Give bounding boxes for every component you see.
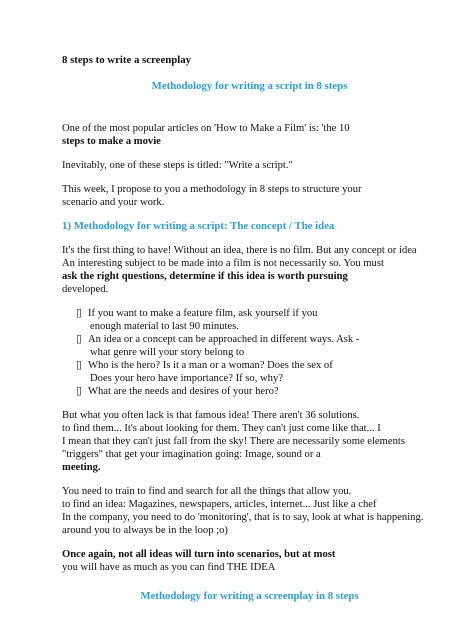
- section-1-heading: 1) Methodology for writing a script: The concept / The idea: [62, 220, 335, 232]
- train-line-3: In the company, you need to do 'monitoring', that is to say, look at what is happening.: [62, 512, 424, 523]
- idea-line-4: "triggers" that get your imagination going: Image, sound or a: [62, 449, 321, 460]
- question-list: [62, 307, 437, 398]
- bullet-icon: ▯: [76, 308, 82, 319]
- intro-line-2: steps to make a movie: [62, 136, 161, 147]
- list-item: ▯ Who is the hero? Is it a man or a woman? Does the sex of Does your hero have importance? If so, why?: [76, 360, 333, 384]
- this-week-line-1: This week, I propose to you a methodology in 8 steps to structure your: [62, 184, 362, 195]
- list-item: ▯ What are the needs and desires of your hero?: [76, 386, 279, 397]
- bullet-icon: ▯: [76, 334, 82, 345]
- train-line-4: around you to always be in the loop ;o): [62, 525, 228, 536]
- intro-line-1: One of the most popular articles on 'How to Make a Film' is: 'the 10: [62, 123, 350, 134]
- bullet-icon: ▯: [76, 360, 82, 371]
- bullet-icon: ▯: [76, 386, 82, 397]
- this-week-line-2: scenario and your work.: [62, 197, 165, 208]
- first-thing-line-4: developed.: [62, 284, 109, 295]
- train-line-1: You need to train to find and search for all the things that allow you.: [62, 486, 352, 497]
- idea-line-2: to find them... It's about looking for them. They can't just come like that... I: [62, 423, 381, 434]
- idea-line-5: meeting.: [62, 462, 101, 473]
- top-heading: Methodology for writing a script in 8 steps: [151, 80, 348, 92]
- bottom-heading: Methodology for writing a screenplay in 8 steps: [140, 590, 359, 602]
- inevitably-paragraph: Inevitably, one of these steps is titled: "Write a script.": [62, 160, 293, 171]
- idea-line-1: But what you often lack is that famous idea! There aren't 36 solutions.: [62, 410, 360, 421]
- closing-line-2: you will have as much as you can find THE IDEA: [62, 562, 276, 573]
- first-thing-line-1: It's the first thing to have! Without an idea, there is no film. But any concept or idea: [62, 245, 417, 256]
- first-thing-line-2: An interesting subject to be made into a film is not necessarily so. You must: [62, 258, 384, 269]
- list-item: ▯ If you want to make a feature film, ask yourself if you enough material to last 90 minutes.: [76, 308, 318, 332]
- closing-line-1: Once again, not all ideas will turn into scenarios, but at most: [62, 549, 336, 560]
- first-thing-line-3: ask the right questions, determine if this idea is worth pursuing: [62, 271, 348, 282]
- document-body: [62, 54, 437, 603]
- list-item: ▯ An idea or a concept can be approached in different ways. Ask - what genre will your story belong to: [76, 334, 360, 358]
- document-title: 8 steps to write a screenplay: [62, 54, 192, 66]
- idea-line-3: I mean that they can't just fall from the sky! There are necessarily some elements: [62, 436, 405, 447]
- train-line-2: to find an idea: Magazines, newspapers, articles, internet... Just like a chef: [62, 499, 377, 510]
